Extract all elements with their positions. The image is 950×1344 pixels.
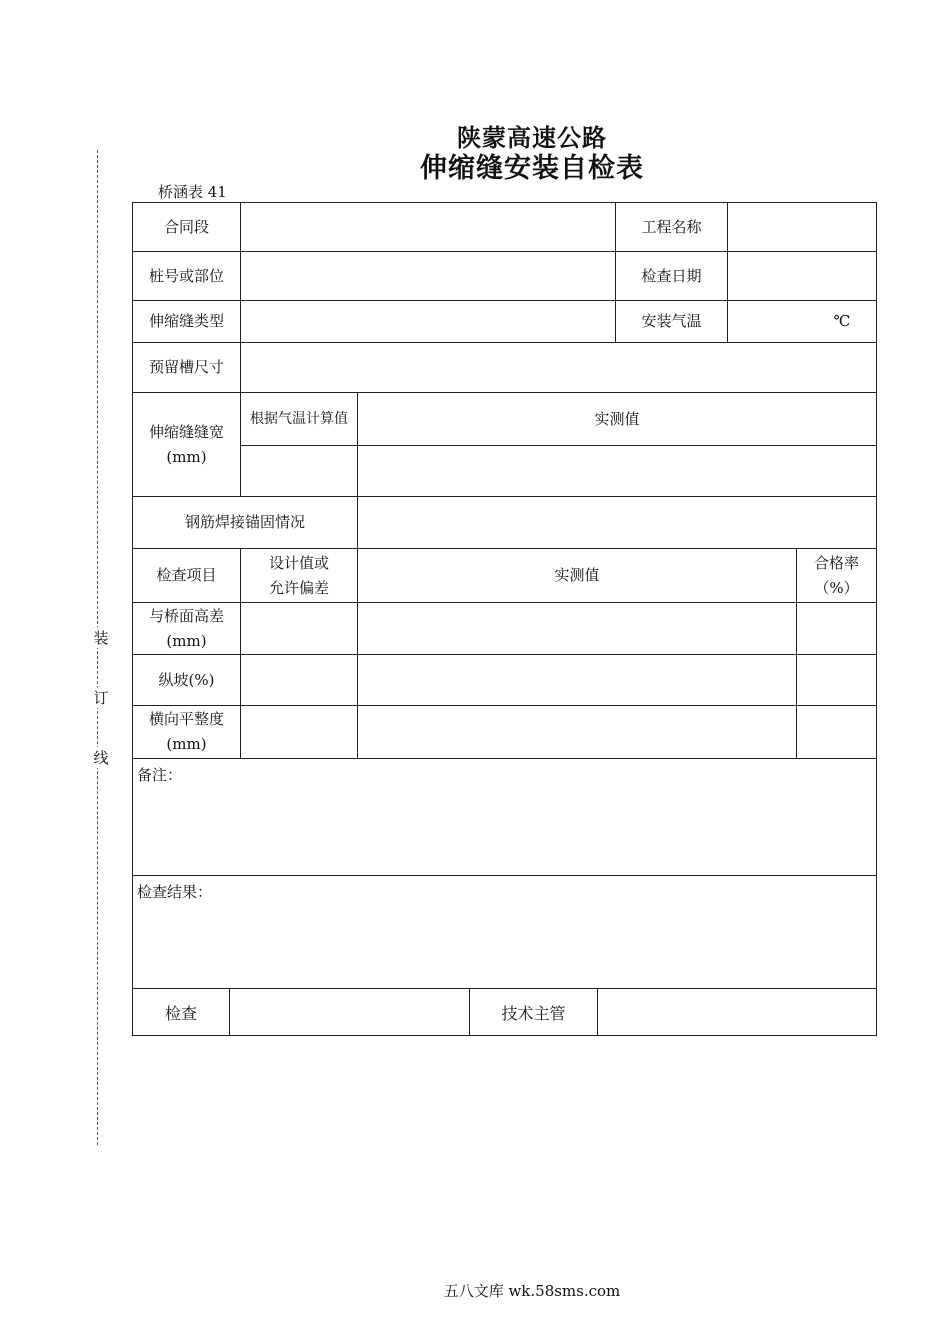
table-row	[133, 655, 877, 706]
table-row	[133, 497, 877, 549]
pass-rate-line2: （%）	[814, 578, 859, 597]
tech-supervisor-label: 技术主管	[470, 989, 598, 1036]
measured-value-cell[interactable]	[358, 603, 797, 655]
design-value-cell[interactable]	[241, 706, 358, 759]
joint-type-label: 伸缩缝类型	[133, 301, 241, 343]
pass-rate-cell[interactable]	[797, 603, 877, 655]
install-temp-label: 安装气温	[616, 301, 728, 343]
calc-by-temp-label: 根据气温计算值	[241, 393, 358, 446]
inspection-table	[132, 202, 877, 989]
contract-section-field[interactable]	[241, 203, 616, 252]
rebar-weld-label: 钢筋焊接锚固情况	[133, 497, 358, 549]
check-item-line1: 与桥面高差	[148, 606, 224, 625]
signature-table	[132, 988, 877, 1036]
station-label: 桩号或部位	[133, 252, 241, 301]
project-name-label: 工程名称	[616, 203, 728, 252]
install-temp-field[interactable]	[728, 301, 877, 343]
remarks-label: 备注：	[137, 766, 183, 784]
inspector-signature-field[interactable]	[230, 989, 470, 1036]
inspector-label: 检查	[133, 989, 230, 1036]
calc-by-temp-field[interactable]	[241, 446, 358, 497]
document-title: 陕蒙高速公路	[457, 124, 607, 152]
check-item-line2: (mm)	[166, 631, 207, 650]
pass-rate-line1: 合格率	[814, 553, 860, 572]
pass-rate-cell[interactable]	[797, 655, 877, 706]
project-name-field[interactable]	[728, 203, 877, 252]
footer-watermark: 五八文库 wk.58sms.com	[443, 1282, 621, 1300]
station-field[interactable]	[241, 252, 616, 301]
result-field[interactable]	[133, 876, 877, 989]
joint-type-field[interactable]	[241, 301, 616, 343]
binding-char-zhuang: 装	[93, 629, 109, 647]
table-row	[133, 759, 877, 876]
check-item-line1: 横向平整度	[148, 710, 224, 728]
measured-field[interactable]	[358, 446, 877, 497]
form-title: 伸缩缝安装自检表	[420, 153, 644, 184]
table-row	[133, 203, 877, 252]
inspection-date-field[interactable]	[728, 252, 877, 301]
check-item-flatness	[133, 706, 241, 759]
check-item-line2: (mm)	[166, 735, 207, 753]
table-row	[133, 549, 877, 603]
pass-rate-header	[797, 549, 877, 603]
tech-supervisor-signature-field[interactable]	[598, 989, 877, 1036]
contract-section-label: 合同段	[133, 203, 241, 252]
check-item-slope: 纵坡(%)	[133, 655, 241, 706]
table-row	[133, 446, 877, 497]
table-row	[133, 252, 877, 301]
form-number: 桥涵表 41	[158, 183, 227, 201]
design-value-cell[interactable]	[241, 655, 358, 706]
table-row	[133, 876, 877, 989]
design-value-line2: 允许偏差	[268, 578, 329, 597]
design-value-header	[241, 549, 358, 603]
table-row	[133, 343, 877, 393]
result-label: 检查结果：	[137, 883, 213, 901]
table-row	[133, 393, 877, 446]
table-row	[133, 706, 877, 759]
temp-unit: ℃	[833, 312, 851, 330]
reserved-slot-field[interactable]	[241, 343, 877, 393]
joint-width-unit: (mm)	[166, 447, 207, 466]
binding-char-ding: 订	[93, 689, 109, 707]
table-row	[133, 301, 877, 343]
check-item-header: 检查项目	[133, 549, 241, 603]
measured-value-header: 实测值	[358, 549, 797, 603]
measured-value-cell[interactable]	[358, 706, 797, 759]
inspection-date-label: 检查日期	[616, 252, 728, 301]
binding-char-xian: 线	[93, 749, 109, 767]
measured-value-cell[interactable]	[358, 655, 797, 706]
joint-width-text: 伸缩缝缝宽	[148, 422, 224, 441]
reserved-slot-label: 预留槽尺寸	[133, 343, 241, 393]
remarks-field[interactable]	[133, 759, 877, 876]
measured-label: 实测值	[358, 393, 877, 446]
table-row	[133, 603, 877, 655]
joint-width-label	[133, 393, 241, 497]
design-value-line1: 设计值或	[268, 553, 329, 572]
check-item-height-diff	[133, 603, 241, 655]
pass-rate-cell[interactable]	[797, 706, 877, 759]
rebar-weld-field[interactable]	[358, 497, 877, 549]
design-value-cell[interactable]	[241, 603, 358, 655]
